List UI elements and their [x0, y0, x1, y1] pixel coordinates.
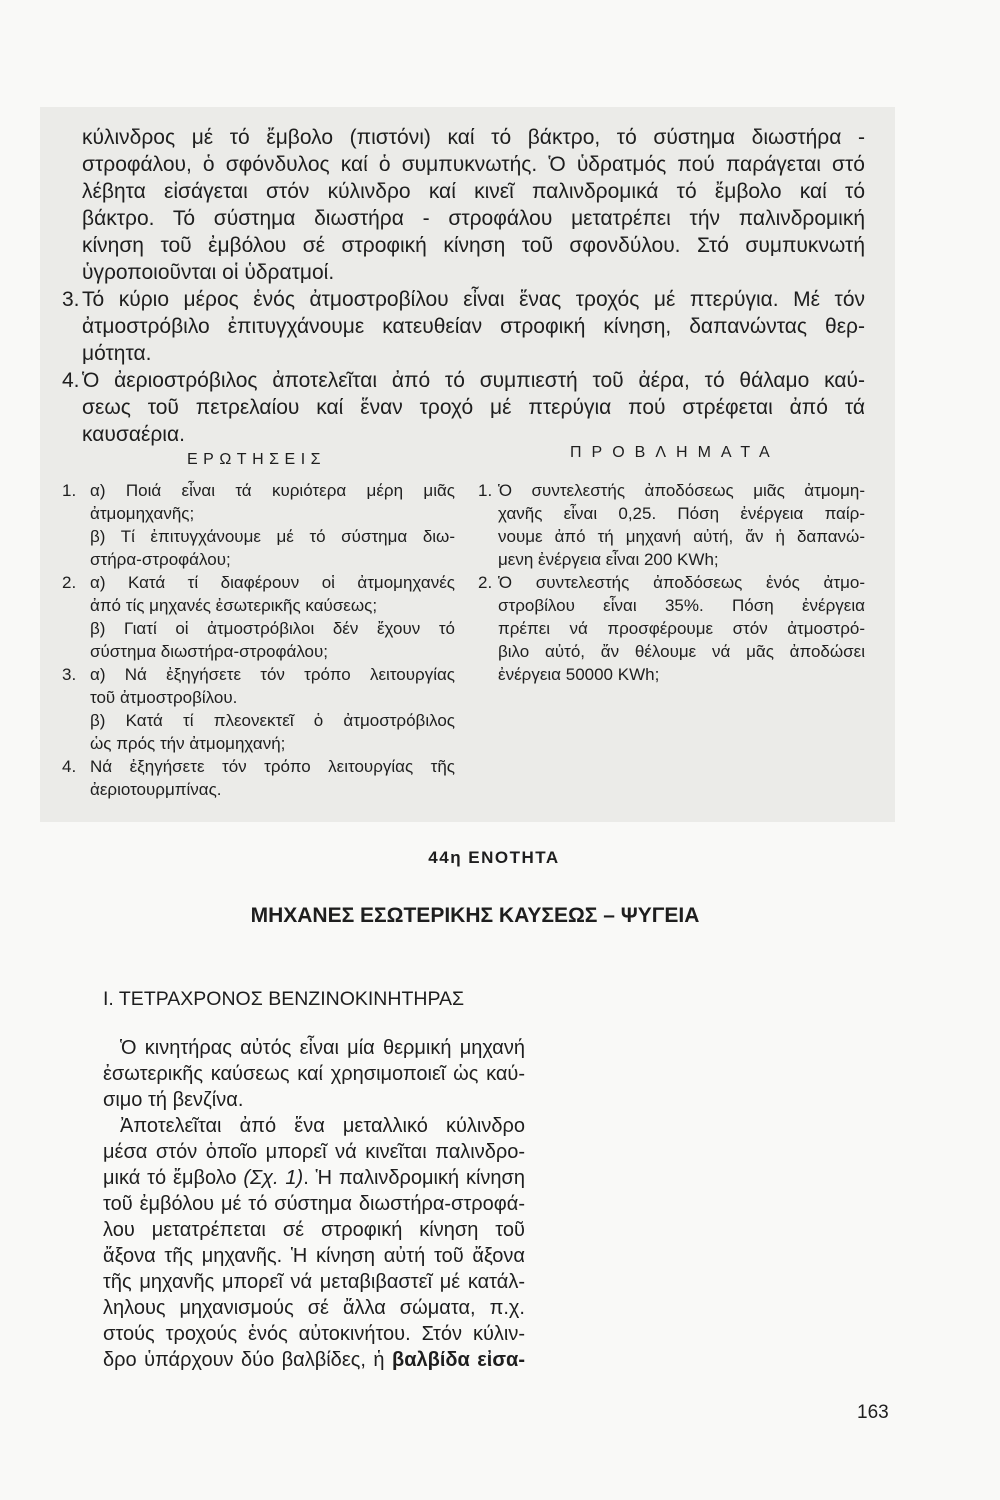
body-text	[103, 1035, 525, 1373]
body-line: Ἀποτελεῖται ἀπό ἕνα μεταλλικό κύλινδρο	[120, 1115, 525, 1137]
item-number: 3.	[62, 288, 80, 311]
problem-line: Ὁ συντελεστής ἀποδόσεως ἑνός ἀτμο-	[498, 573, 865, 592]
summary-line: στροφάλου, ὁ σφόνδυλος καί ὁ συμπυκνωτής. Ὁ ὑδρατμός πού παράγεται στό	[82, 153, 865, 176]
summary-line: Τό κύριο μέρος ἑνός ἀτμοστροβίλου εἶναι ἕνας τροχός μέ πτερύγια. Μέ τόν	[82, 288, 865, 311]
item-number: 2.	[478, 573, 493, 592]
problem-item	[478, 479, 865, 571]
body-line: ἄξονα τῆς μηχανῆς. Ἡ κίνηση αὐτή τοῦ ἄξονα	[103, 1245, 525, 1267]
questions-heading: ΕΡΩΤΗΣΕΙΣ	[187, 451, 327, 468]
bold-term: βαλβίδα εἰσα-	[392, 1349, 525, 1371]
item-number: 1.	[478, 481, 493, 500]
body-line: στούς τροχούς ἑνός αὐτοκινήτου. Στόν κύλιν-	[103, 1323, 525, 1345]
body-text-segment: . Ἡ παλινδρομική κίνηση	[303, 1167, 526, 1189]
question-line: τοῦ ἀτμοστροβίλου.	[90, 688, 238, 707]
summary-line: κίνηση τοῦ ἐμβόλου σέ στροφική κίνηση τοῦ σφονδύλου. Στό συμπυκνωτή	[82, 234, 865, 257]
summary-line: σεως τοῦ πετρελαίου καί ἕναν τροχό μέ πτερύγια πού στρέφεται ἀπό τά	[82, 396, 865, 419]
body-line: ἐσωτερικῆς καύσεως καί χρησιμοποιεῖ ὡς καύ-	[103, 1063, 525, 1085]
problems-list	[478, 479, 865, 686]
item-number: 4.	[62, 757, 77, 776]
page-number: 163	[857, 1402, 889, 1423]
question-line: ἀπό τίς μηχανές ἐσωτερικῆς καύσεως;	[90, 596, 378, 615]
section-heading: Ι. ΤΕΤΡΑΧΡΟΝΟΣ ΒΕΝΖΙΝΟΚΙΝΗΤΗΡΑΣ	[103, 988, 465, 1010]
item-number: 4.	[62, 369, 80, 392]
questions-list	[62, 479, 455, 801]
question-line: β) Τί ἐπιτυγχάνουμε μέ τό σύστημα διω-	[90, 527, 455, 546]
question-item	[62, 663, 455, 755]
problem-line: πρέπει νά προσφέρουμε στόν ἀτμοστρό-	[498, 619, 865, 638]
summary-text	[62, 124, 865, 448]
body-line	[103, 1347, 525, 1373]
summary-line: μότητα.	[82, 342, 152, 365]
problem-line: Ὁ συντελεστής ἀποδόσεως μιᾶς ἀτμομη-	[498, 481, 865, 500]
summary-line: ὑγροποιοῦνται οἱ ὑδρατμοί.	[82, 261, 335, 284]
question-line: ὡς πρός τήν ἀτμομηχανή;	[90, 734, 286, 753]
problem-line: χανῆς εἶναι 0,25. Πόση ἐνέργεια παίρ-	[498, 504, 865, 523]
question-line: στήρα-στροφάλου;	[90, 550, 231, 569]
unit-number: 44η ΕΝΟΤΗΤΑ	[428, 848, 560, 867]
summary-item	[62, 367, 865, 448]
body-line: λου μετατρέπεται σέ στροφική κίνηση τοῦ	[103, 1219, 525, 1241]
problem-item	[478, 571, 865, 686]
problem-line: στροβίλου εἶναι 35%. Πόση ἐνέργεια	[498, 596, 865, 615]
body-text-segment: μικά τό ἔμβολο	[103, 1167, 237, 1189]
question-line: β) Γιατί οἱ ἀτμοστρόβιλοι δέν ἔχουν τό	[90, 619, 455, 638]
question-item	[62, 571, 455, 663]
question-line: ἀτμομηχανῆς;	[90, 504, 195, 523]
question-line: α) Νά ἐξηγήσετε τόν τρόπο λειτουργίας	[90, 665, 455, 684]
summary-line: βάκτρο. Τό σύστημα διωστήρα - στροφάλου μετατρέπει τήν παλινδρομική	[82, 207, 865, 230]
problem-line: μενη ἐνέργεια εἶναι 200 KWh;	[498, 550, 719, 569]
item-number: 3.	[62, 665, 77, 684]
question-line: Νά ἐξηγήσετε τόν τρόπο λειτουργίας τῆς	[90, 757, 455, 776]
summary-line: Ὁ ἀεριοστρόβιλος ἀποτελεῖται ἀπό τό συμπιεστή τοῦ ἀέρα, τό θάλαμο καύ-	[82, 369, 865, 392]
summary-line: λέβητα εἰσάγεται στόν κύλινδρο καί κινεῖ παλινδρομικά τό ἔμβολο καί τό	[82, 180, 865, 203]
body-line: σιμο τή βενζίνα.	[103, 1089, 244, 1111]
body-line	[103, 1165, 525, 1191]
item-number: 2.	[62, 573, 77, 592]
question-item	[62, 755, 455, 801]
unit-title: ΜΗΧΑΝΕΣ ΕΣΩΤΕΡΙΚΗΣ ΚΑΥΣΕΩΣ – ΨΥΓΕΙΑ	[250, 904, 700, 927]
problem-line: βιλο αὐτό, ἄν θέλουμε νά μᾶς ἀποδώσει	[498, 642, 865, 661]
body-line: ληλους μηχανισμούς σέ ἄλλα σώματα, π.χ.	[103, 1297, 525, 1319]
question-line: ἀεριοτουρμπίνας.	[90, 780, 222, 799]
question-item	[62, 479, 455, 571]
summary-line: ἀτμοστρόβιλο ἐπιτυγχάνουμε κατευθείαν στροφική κίνηση, δαπανώντας θερ-	[82, 315, 865, 338]
summary-line: καυσαέρια.	[82, 423, 185, 446]
item-number: 1.	[62, 481, 77, 500]
body-line: Ὁ κινητήρας αὐτός εἶναι μία θερμική μηχανή	[120, 1037, 525, 1059]
problem-line: νουμε ἀπό τή μηχανή αὐτή, ἄν ἡ δαπανώ-	[498, 527, 865, 546]
question-line: α) Ποιά εἶναι τά κυριότερα μέρη μιᾶς	[90, 481, 455, 500]
summary-item	[62, 286, 865, 367]
body-line: τῆς μηχανῆς μπορεῖ νά μεταβιβαστεῖ μέ κατάλ-	[103, 1271, 525, 1293]
question-line: σύστημα διωστήρα-στροφάλου;	[90, 642, 329, 661]
summary-line: κύλινδρος μέ τό ἔμβολο (πιστόνι) καί τό βάκτρο, τό σύστημα διωστήρα -	[82, 126, 865, 149]
question-line: α) Κατά τί διαφέρουν οἱ ἀτμομηχανές	[90, 573, 455, 592]
figure-reference: (Σχ. 1)	[243, 1167, 304, 1189]
problem-line: ἐνέργεια 50000 KWh;	[498, 665, 660, 684]
question-line: β) Κατά τί πλεονεκτεῖ ὁ ἀτμοστρόβιλος	[90, 711, 455, 730]
body-line: τοῦ ἐμβόλου μέ τό σύστημα διωστήρα-στροφά-	[103, 1193, 525, 1215]
body-text-segment: δρο ὑπάρχουν δύο βαλβίδες, ἡ	[103, 1349, 385, 1371]
body-line: μέσα στόν ὁποῖο μπορεῖ νά κινεῖται παλινδρο-	[103, 1141, 525, 1163]
problems-heading: ΠΡΟΒΛΗΜΑΤΑ	[570, 444, 780, 461]
